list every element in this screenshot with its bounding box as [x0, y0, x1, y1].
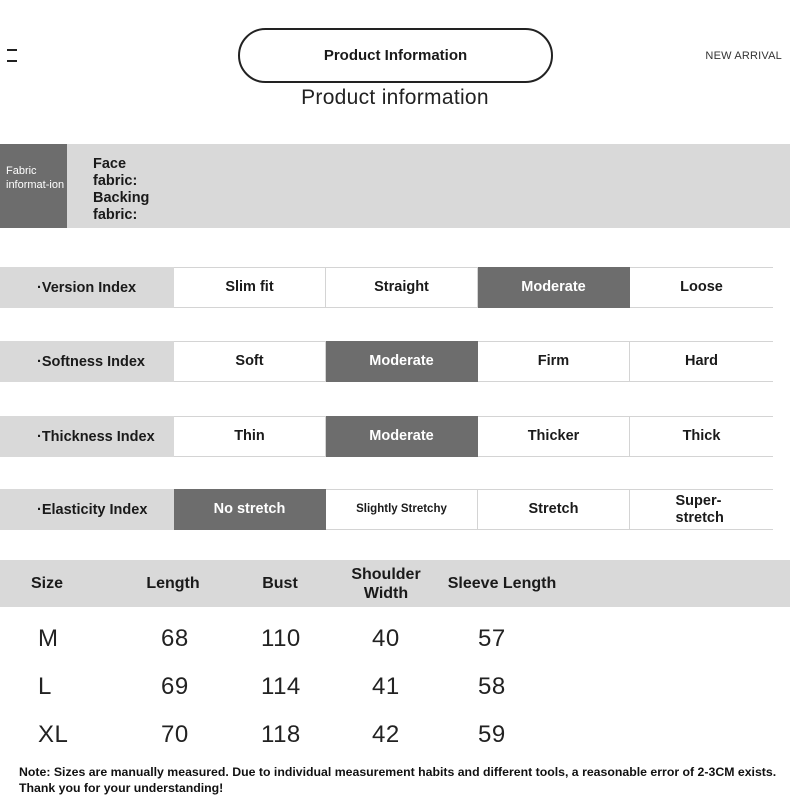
index-option: Slim fit [174, 267, 326, 308]
face-fabric-field: Face fabric: [93, 156, 138, 189]
softness-index-row [0, 341, 773, 382]
index-label: ·Elasticity Index [0, 489, 174, 530]
page-subtitle: Product information [301, 86, 489, 109]
bust-cell: 118 [261, 721, 301, 748]
index-option: Straight [326, 267, 478, 308]
index-option: No stretch [174, 489, 326, 530]
index-option: Loose [630, 267, 773, 308]
index-option: Thicker [478, 416, 630, 457]
product-information-title [238, 28, 553, 83]
index-option [630, 489, 773, 530]
new-arrival-label: NEW ARRIVAL [705, 50, 782, 62]
sleeve-length-header: Sleeve Length [447, 575, 557, 592]
table-row [0, 712, 790, 758]
index-option: Slightly Stretchy [326, 489, 478, 530]
size-cell: XL [38, 721, 69, 748]
length-cell: 69 [161, 673, 189, 700]
table-row [0, 616, 790, 662]
shoulder-cell: 42 [372, 721, 400, 748]
length-cell: 70 [161, 721, 189, 748]
elasticity-index-row [0, 489, 773, 530]
index-option: Hard [630, 341, 773, 382]
thickness-index-row [0, 416, 773, 457]
bust-header: Bust [262, 575, 298, 592]
index-option: Moderate [326, 341, 478, 382]
sleeve-cell: 58 [478, 673, 506, 700]
bust-cell: 114 [261, 673, 301, 700]
sleeve-cell: 57 [478, 625, 506, 652]
shoulder-width-header: Shoulder Width [351, 565, 421, 602]
sleeve-cell: 59 [478, 721, 506, 748]
fabric-section [0, 144, 790, 228]
index-option: Thick [630, 416, 773, 457]
size-header: Size [30, 575, 63, 592]
size-table-header [0, 560, 790, 607]
index-label: ·Thickness Index [0, 416, 174, 457]
version-index-row [0, 267, 773, 308]
menu-icon[interactable] [7, 49, 17, 63]
backing-fabric-field: Backing fabric: [93, 190, 150, 223]
size-cell: L [38, 673, 52, 700]
table-row [0, 664, 790, 710]
index-option: Thin [174, 416, 326, 457]
index-label: ·Softness Index [0, 341, 174, 382]
pill-title-text: Product Information [323, 47, 468, 64]
index-option: Firm [478, 341, 630, 382]
index-option: Moderate [326, 416, 478, 457]
length-header: Length [146, 575, 200, 592]
shoulder-cell: 40 [372, 625, 400, 652]
index-option: Stretch [478, 489, 630, 530]
length-cell: 68 [161, 625, 189, 652]
size-cell: M [38, 625, 59, 652]
index-option: Moderate [478, 267, 630, 308]
super-stretch-text: Super-stretch [675, 492, 724, 526]
index-option: Soft [174, 341, 326, 382]
bust-cell: 110 [261, 625, 301, 652]
measurement-note: Note: Sizes are manually measured. Due to individual measurement habits and different tools, a reasonable error of 2-3CM exists. Thank you for your understanding! [19, 765, 777, 795]
shoulder-cell: 41 [372, 673, 400, 700]
index-label: ·Version Index [0, 267, 174, 308]
fabric-fields [93, 156, 173, 224]
fabric-label: Fabric informat-ion [0, 144, 67, 228]
